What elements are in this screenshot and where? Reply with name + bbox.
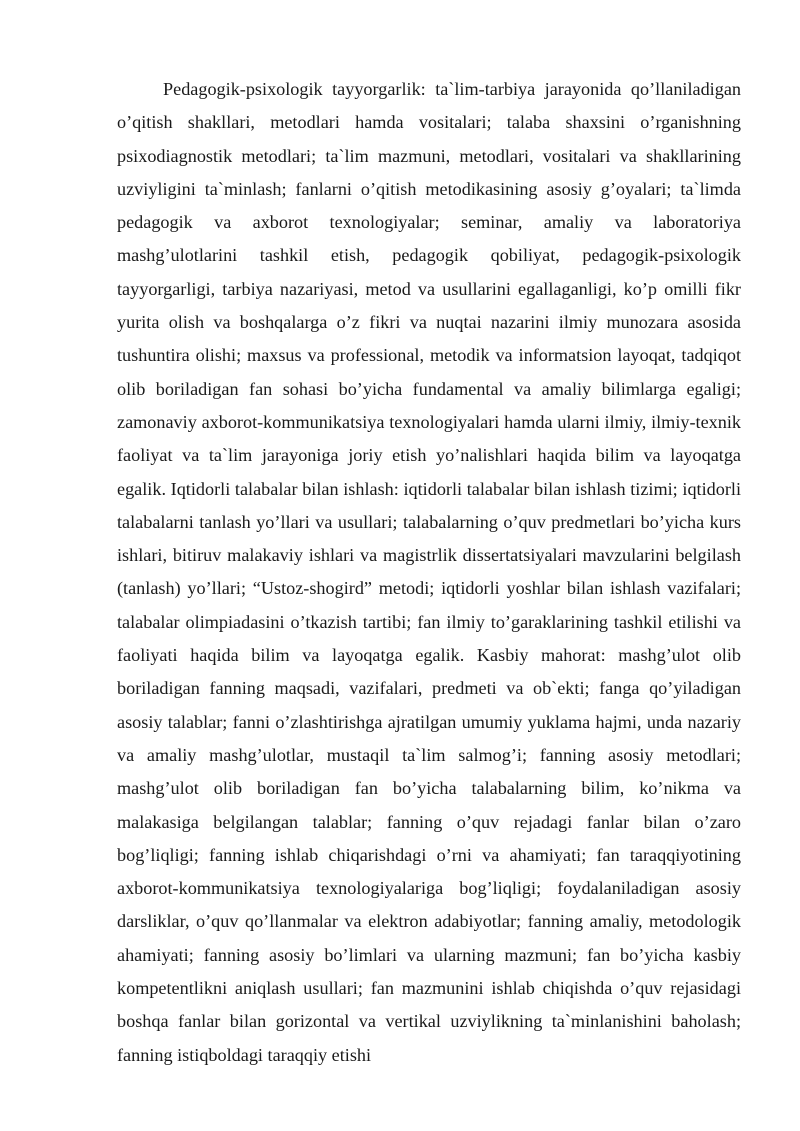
body-paragraph: Pedagogik-psixologik tayyorgarlik: ta`lim-tarbiya jarayonida qo’llaniladigan o’qitish shakllari, metodlari hamda vositalari; talaba shaxsini o’rganishning psixodiagnostik metodlari; ta`lim mazmuni, metodlari, vositalari va shakllarining uzviyligini ta`minlash; fanlarni o’qitish metodikasining asosiy g’oyalari; ta`limda pedagogik va axborot texnologiyalar; seminar, amaliy va laboratoriya mashg’ulotlarini tashkil etish, pedagogik qobiliyat, pedagogik-psixologik tayyorgarligi, tarbiya nazariyasi, metod va usullarini egallaganligi, ko’p omilli fikr yurita olish va boshqalarga o’z fikri va nuqtai nazarini ilmiy munozara asosida tushuntira olishi; maxsus va professional, metodik va informatsion layoqat, tadqiqot olib boriladigan fan sohasi bo’yicha fundamental va amaliy bilimlarga egaligi; zamonaviy axborot-kommunikatsiya texnologiyalari hamda ularni ilmiy, ilmiy-texnik faoliyat va ta`lim jarayoniga joriy etish yo’nalishlari haqida bilim va layoqatga egalik. Iqtidorli talabalar bilan ishlash: iqtidorli talabalar bilan ishlash tizimi; iqtidorli talabalarni tanlash yo’llari va usullari; talabalarning o’quv predmetlari bo’yicha kurs ishlari, bitiruv malakaviy ishlari va magistrlik dissertatsiyalari mavzularini belgilash (tanlash) yo’llari; “Ustoz-shogird” metodi; iqtidorli yoshlar bilan ishlash vazifalari; talabalar olimpiadasini o’tkazish tartibi; fan ilmiy to’garaklarining tashkil etilishi va faoliyati haqida bilim va layoqatga egalik. Kasbiy mahorat: mashg’ulot olib boriladigan fanning maqsadi, vazifalari, predmeti va ob`ekti; fanga qo’yiladigan asosiy talablar; fanni o’zlashtirishga ajratilgan umumiy yuklama hajmi, unda nazariy va amaliy mashg’ulotlar, mustaqil ta`lim salmog’i; fanning asosiy metodlari; mashg’ulot olib boriladigan fan bo’yicha talabalarning bilim, ko’nikma va malakasiga belgilangan talablar; fanning o’quv rejadagi fanlar bilan o’zaro bog’liqligi; fanning ishlab chiqarishdagi o’rni va ahamiyati; fan taraqqiyotining axborot-kommunikatsiya texnologiyalariga bog’liqligi; foydalaniladigan asosiy darsliklar, o’quv qo’llanmalar va elektron adabiyotlar; fanning amaliy, metodologik ahamiyati; fanning asosiy bo’limlari va ularning mazmuni; fan bo’yicha kasbiy kompetentlikni aniqlash usullari; fan mazmunini ishlab chiqishda o’quv rejasidagi boshqa fanlar bilan gorizontal va vertikal uzviylikning ta`minlanishini baholash; fanning istiqboldagi taraqqiy etishi bbox=[117, 79, 741, 1065]
